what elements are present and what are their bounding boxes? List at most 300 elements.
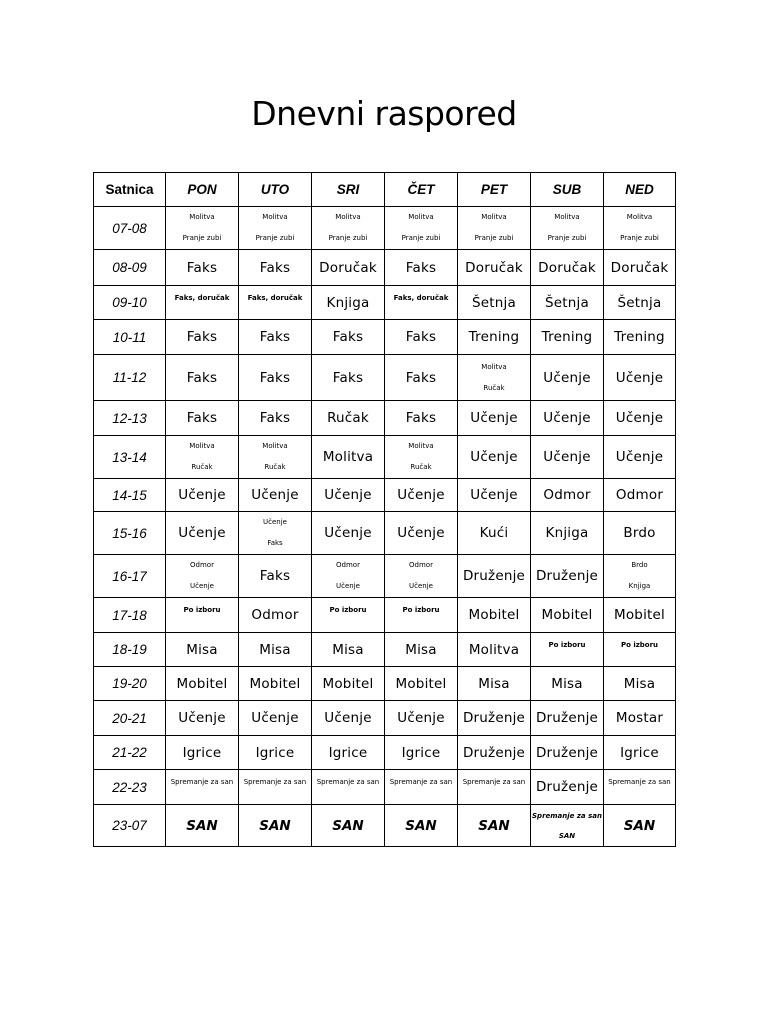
time-slot: 15-16 (94, 512, 166, 555)
cell-text: SAN (186, 817, 218, 834)
schedule-cell (531, 436, 604, 479)
cell-text: Po izboru (620, 641, 659, 649)
cell-text: Faks (186, 329, 218, 345)
cell-text: Misa (332, 641, 364, 658)
schedule-cell (166, 701, 239, 736)
schedule-cell (458, 770, 531, 805)
schedule-cell (458, 633, 531, 667)
cell-text: Druženje (462, 710, 526, 726)
cell-text: Misa (623, 675, 656, 692)
cell-text: Spremanje za san (608, 778, 671, 786)
schedule-cell (458, 701, 531, 736)
cell-text: Mostar (615, 710, 664, 726)
cell-text: Šetnja (472, 294, 516, 311)
cell-text: Faks, doručak (393, 294, 449, 302)
cell-text: Učenje (397, 487, 445, 503)
table-row (94, 770, 676, 805)
cell-text: Faks (186, 410, 218, 426)
schedule-cell (239, 770, 312, 805)
cell-text: Knjiga (326, 294, 370, 311)
cell-text: Spremanje za san (243, 778, 307, 786)
schedule-cell (239, 436, 312, 479)
schedule-cell (385, 355, 458, 401)
cell-text: Po izboru (183, 606, 221, 614)
schedule-cell (458, 355, 531, 401)
schedule-cell (166, 770, 239, 805)
cell-text: Šetnja (617, 294, 662, 311)
cell-text: Po izboru (402, 606, 440, 614)
time-slot: 16-17 (94, 555, 166, 598)
schedule-cell (312, 286, 385, 320)
schedule-cell (239, 598, 312, 633)
schedule-cell (312, 805, 385, 847)
cell-line: Učenje (190, 582, 214, 590)
schedule-cell (166, 401, 239, 436)
time-slot: 09-10 (94, 286, 166, 320)
schedule-cell (166, 633, 239, 667)
cell-text: Doručak (465, 259, 523, 276)
schedule-cell (312, 320, 385, 355)
schedule-cell (239, 555, 312, 598)
time-slot: 12-13 (94, 401, 166, 436)
cell-text: SAN (332, 817, 364, 834)
header-day: UTO (239, 173, 312, 207)
schedule-cell (385, 207, 458, 250)
header-day: PET (458, 173, 531, 207)
table-row (94, 320, 676, 355)
cell-text: Učenje (397, 710, 445, 726)
schedule-cell (385, 286, 458, 320)
schedule-cell (531, 770, 604, 805)
cell-text: SAN (405, 817, 437, 834)
cell-line: Faks (267, 539, 283, 547)
schedule-cell (604, 770, 676, 805)
schedule-cell (531, 555, 604, 598)
cell-text: Spremanje za san (170, 778, 234, 786)
schedule-cell (385, 701, 458, 736)
cell-line: Pranje zubi (620, 234, 659, 242)
cell-text: Druženje (535, 779, 599, 795)
cell-text: Brdo (623, 525, 656, 541)
time-slot: 18-19 (94, 633, 166, 667)
time-slot: 17-18 (94, 598, 166, 633)
schedule-cell (458, 320, 531, 355)
schedule-cell (385, 512, 458, 555)
header-day: SRI (312, 173, 385, 207)
cell-line: Pranje zubi (547, 234, 587, 242)
time-slot: 23-07 (94, 805, 166, 847)
schedule-cell (385, 479, 458, 512)
cell-text: Doručak (610, 259, 669, 276)
schedule-cell (604, 207, 676, 250)
cell-text: Druženje (462, 568, 526, 584)
schedule-cell (239, 355, 312, 401)
schedule-cell (239, 736, 312, 770)
header-day: ČET (385, 173, 458, 207)
table-row (94, 701, 676, 736)
schedule-cell (312, 770, 385, 805)
cell-line: Pranje zubi (255, 234, 295, 242)
cell-line: Molitva (626, 213, 653, 221)
schedule-cell (166, 250, 239, 286)
table-row (94, 436, 676, 479)
cell-line: Ručak (191, 463, 213, 471)
table-row (94, 250, 676, 286)
schedule-cell (239, 401, 312, 436)
schedule-cell (166, 598, 239, 633)
table-row (94, 805, 676, 847)
schedule-cell (604, 286, 676, 320)
schedule-cell (458, 401, 531, 436)
schedule-cell (531, 667, 604, 701)
cell-text: Faks (332, 329, 364, 345)
page-title: Dnevni raspored (251, 94, 517, 133)
schedule-cell (531, 401, 604, 436)
schedule-cell (385, 598, 458, 633)
schedule-cell (385, 736, 458, 770)
cell-line: Pranje zubi (474, 234, 514, 242)
cell-text: Misa (551, 675, 583, 692)
cell-text: Spremanje za san (316, 778, 380, 786)
cell-line: Molitva (408, 213, 434, 221)
schedule-cell (458, 555, 531, 598)
schedule-cell (312, 667, 385, 701)
schedule-cell (604, 667, 676, 701)
schedule-cell (385, 320, 458, 355)
header-day: NED (604, 173, 676, 207)
cell-text: Šetnja (545, 294, 589, 311)
cell-text: Knjiga (545, 525, 589, 541)
cell-line: Molitva (335, 213, 361, 221)
cell-text: Mobitel (614, 607, 665, 623)
cell-text: Učenje (178, 710, 226, 726)
schedule-cell (239, 633, 312, 667)
schedule-cell (312, 633, 385, 667)
cell-text: Učenje (543, 410, 591, 426)
schedule-cell (239, 320, 312, 355)
schedule-cell (531, 207, 604, 250)
schedule-cell (531, 701, 604, 736)
cell-text: Mobitel (249, 675, 301, 692)
cell-text: Spremanje za san (462, 778, 526, 786)
schedule-cell (312, 736, 385, 770)
schedule-cell (239, 207, 312, 250)
schedule-cell (458, 736, 531, 770)
cell-text: Druženje (535, 744, 599, 761)
schedule-cell (166, 286, 239, 320)
cell-line: Ručak (483, 383, 505, 392)
schedule-cell (312, 479, 385, 512)
cell-text: Molitva (468, 641, 520, 658)
cell-line: Pranje zubi (401, 234, 441, 242)
cell-text: Mobitel (322, 675, 374, 692)
schedule-cell (312, 598, 385, 633)
time-slot: 19-20 (94, 667, 166, 701)
schedule-cell (604, 401, 676, 436)
cell-text: Faks (186, 369, 218, 386)
schedule-cell (604, 555, 676, 598)
schedule-cell (531, 320, 604, 355)
cell-text: Druženje (535, 568, 599, 584)
schedule-cell (604, 250, 676, 286)
schedule-cell (312, 250, 385, 286)
cell-line: Ručak (264, 463, 286, 471)
cell-text: Faks, doručak (247, 294, 303, 302)
cell-text: Po izboru (329, 606, 367, 614)
schedule-cell (239, 805, 312, 847)
schedule-cell (239, 286, 312, 320)
schedule-cell (166, 512, 239, 555)
cell-text: Mobitel (468, 607, 520, 623)
time-slot: 10-11 (94, 320, 166, 355)
cell-line: Molitva (481, 362, 507, 371)
schedule-cell (385, 401, 458, 436)
cell-text: Faks (405, 369, 437, 386)
cell-text: Učenje (324, 525, 372, 541)
time-slot: 20-21 (94, 701, 166, 736)
cell-text: Učenje (543, 369, 591, 386)
cell-text: Trening (541, 329, 593, 345)
time-slot: 07-08 (94, 207, 166, 250)
schedule-cell (604, 633, 676, 667)
schedule-cell (385, 770, 458, 805)
cell-text: Faks (405, 410, 437, 426)
cell-line: Učenje (336, 582, 360, 590)
schedule-table (93, 172, 676, 847)
schedule-cell (312, 436, 385, 479)
header-satnica: Satnica (94, 173, 166, 207)
header-day: PON (166, 173, 239, 207)
schedule-cell (385, 805, 458, 847)
schedule-cell (458, 250, 531, 286)
time-slot: 11-12 (94, 355, 166, 401)
cell-text: Mobitel (541, 607, 593, 623)
cell-line: Molitva (262, 442, 288, 450)
time-slot: 21-22 (94, 736, 166, 770)
cell-text: Učenje (397, 525, 445, 541)
cell-text: Učenje (324, 710, 372, 726)
cell-text: Faks, doručak (174, 294, 230, 302)
schedule-cell (604, 436, 676, 479)
cell-line: Brdo (631, 561, 648, 569)
schedule-cell (312, 401, 385, 436)
cell-text: Faks (259, 410, 291, 426)
cell-text: Faks (405, 329, 437, 345)
schedule-cell (604, 355, 676, 401)
schedule-cell (458, 667, 531, 701)
table-row (94, 355, 676, 401)
schedule-cell (312, 355, 385, 401)
table-row (94, 555, 676, 598)
schedule-cell (166, 736, 239, 770)
table-row (94, 598, 676, 633)
cell-text: Faks (405, 259, 437, 276)
cell-text: Mobitel (395, 675, 447, 692)
cell-text: Doručak (538, 259, 596, 276)
cell-text: Odmor (251, 607, 299, 623)
schedule-cell (385, 555, 458, 598)
cell-line: Molitva (189, 442, 215, 450)
schedule-cell (531, 736, 604, 770)
cell-text: Igrice (328, 744, 368, 761)
schedule-cell (604, 701, 676, 736)
cell-text: Misa (405, 641, 437, 658)
cell-line: Molitva (408, 442, 434, 450)
cell-line: Odmor (190, 561, 214, 569)
cell-text: Ručak (327, 410, 369, 426)
schedule-cell (312, 701, 385, 736)
cell-text: Učenje (178, 487, 226, 503)
cell-text: Učenje (470, 410, 518, 426)
table-row (94, 286, 676, 320)
schedule-cell (458, 512, 531, 555)
cell-line: Odmor (409, 561, 433, 569)
cell-line: Molitva (554, 213, 580, 221)
schedule-cell (312, 512, 385, 555)
cell-text: Učenje (615, 410, 664, 426)
cell-text: Učenje (324, 487, 372, 503)
cell-text: Odmor (615, 487, 664, 503)
cell-text: Odmor (543, 487, 591, 503)
header-row (94, 173, 676, 207)
cell-text: Igrice (182, 744, 222, 761)
schedule-cell (531, 598, 604, 633)
schedule-cell (458, 479, 531, 512)
cell-text: Igrice (401, 744, 441, 761)
schedule-cell (458, 805, 531, 847)
table-row (94, 479, 676, 512)
cell-text: Igrice (620, 744, 659, 761)
cell-text: Učenje (178, 525, 226, 541)
schedule-cell (458, 436, 531, 479)
cell-text: Faks (259, 329, 291, 345)
time-slot: 14-15 (94, 479, 166, 512)
cell-line: Pranje zubi (328, 234, 368, 242)
time-slot: 13-14 (94, 436, 166, 479)
cell-text: Faks (186, 259, 218, 276)
cell-text: Učenje (251, 487, 299, 503)
table-row (94, 667, 676, 701)
cell-line: Učenje (263, 518, 287, 526)
time-slot: 22-23 (94, 770, 166, 805)
cell-text: Misa (186, 641, 218, 658)
schedule-cell (604, 512, 676, 555)
schedule-cell (239, 512, 312, 555)
cell-text: Kući (479, 525, 509, 541)
cell-line: Molitva (262, 213, 288, 221)
schedule-cell (458, 286, 531, 320)
schedule-cell (166, 479, 239, 512)
cell-text: Mobitel (176, 675, 228, 692)
schedule-cell (458, 207, 531, 250)
cell-text: Igrice (255, 744, 295, 761)
schedule-cell (531, 250, 604, 286)
table-row (94, 207, 676, 250)
schedule-cell (385, 436, 458, 479)
cell-text: SAN (623, 817, 656, 834)
schedule-cell (166, 436, 239, 479)
cell-text: Trening (468, 329, 520, 345)
schedule-cell (166, 207, 239, 250)
schedule-cell (604, 736, 676, 770)
cell-line: Molitva (481, 213, 507, 221)
cell-text: Molitva (322, 449, 374, 465)
cell-text: Faks (259, 259, 291, 276)
cell-text: Druženje (535, 710, 599, 726)
schedule-cell (531, 286, 604, 320)
schedule-cell (531, 479, 604, 512)
cell-text: Učenje (543, 449, 591, 465)
cell-line: Ručak (410, 463, 432, 471)
time-slot: 08-09 (94, 250, 166, 286)
schedule-cell (312, 555, 385, 598)
schedule-cell (531, 512, 604, 555)
cell-text: Faks (259, 568, 291, 584)
schedule-cell (239, 701, 312, 736)
cell-text: SAN (259, 817, 291, 834)
schedule-cell (239, 479, 312, 512)
schedule-cell (166, 355, 239, 401)
cell-text: Doručak (319, 259, 377, 276)
cell-text: SAN (478, 817, 510, 834)
schedule-cell (385, 633, 458, 667)
schedule-cell (531, 633, 604, 667)
cell-text: Misa (259, 641, 291, 658)
table-row (94, 401, 676, 436)
cell-text: Učenje (615, 369, 664, 386)
table-row (94, 736, 676, 770)
cell-line: Knjiga (628, 582, 651, 590)
cell-line: Molitva (189, 213, 215, 221)
schedule-cell (239, 250, 312, 286)
schedule-cell (531, 805, 604, 847)
cell-text: Faks (332, 369, 364, 386)
cell-text: Učenje (470, 487, 518, 503)
schedule-cell (604, 598, 676, 633)
cell-text: Učenje (615, 449, 664, 465)
schedule-cell (604, 805, 676, 847)
cell-line: Učenje (409, 582, 433, 590)
cell-line: Pranje zubi (182, 234, 222, 242)
cell-text: Druženje (462, 744, 526, 761)
schedule-cell (166, 667, 239, 701)
schedule-cell (604, 320, 676, 355)
cell-text: Po izboru (548, 641, 586, 649)
schedule-cell (166, 320, 239, 355)
cell-text: Faks (259, 369, 291, 386)
table-row (94, 512, 676, 555)
table-row (94, 633, 676, 667)
schedule-cell (166, 805, 239, 847)
schedule-cell (239, 667, 312, 701)
cell-text: Učenje (470, 449, 518, 465)
schedule-cell (166, 555, 239, 598)
schedule-cell (458, 598, 531, 633)
cell-text: Trening (614, 329, 665, 345)
schedule-cell (312, 207, 385, 250)
cell-text: Učenje (251, 710, 299, 726)
schedule-cell (531, 355, 604, 401)
header-day: SUB (531, 173, 604, 207)
cell-line: Spremanje za san (532, 811, 602, 820)
schedule-cell (385, 250, 458, 286)
schedule-cell (385, 667, 458, 701)
cell-line: SAN (558, 831, 576, 840)
schedule-cell (604, 479, 676, 512)
cell-line: Odmor (336, 561, 360, 569)
cell-text: Spremanje za san (389, 778, 453, 786)
cell-text: Misa (478, 675, 510, 692)
